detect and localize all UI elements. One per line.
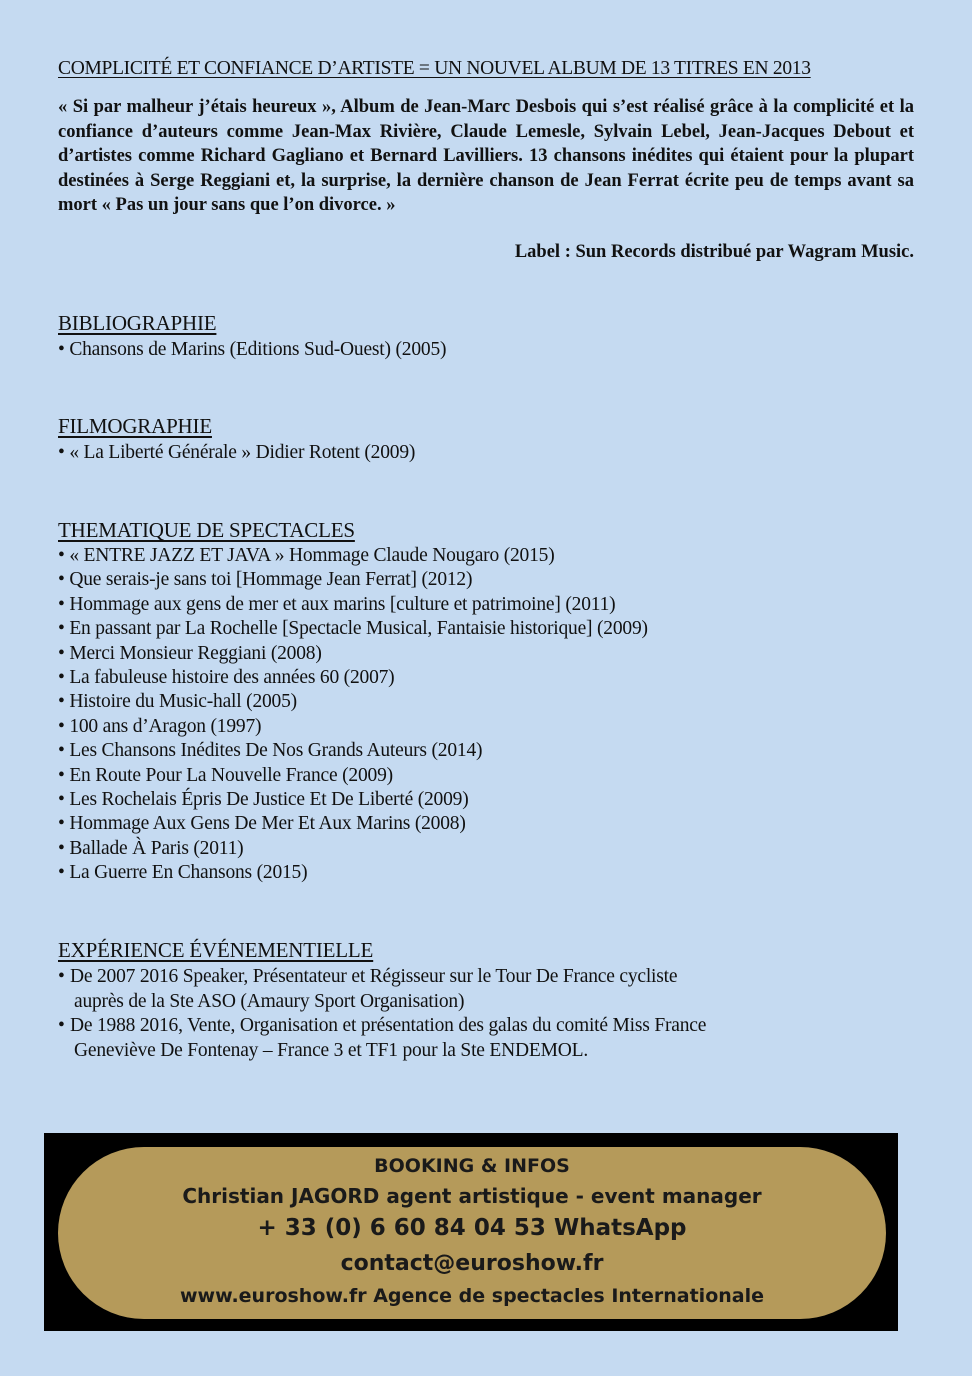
bibliographie-heading: BIBLIOGRAPHIE xyxy=(58,311,217,335)
filmographie-list xyxy=(58,441,415,465)
experience-list xyxy=(58,965,706,1063)
list-item: • En Route Pour La Nouvelle France (2009) xyxy=(58,764,648,788)
list-item: • La Guerre En Chansons (2015) xyxy=(58,861,648,885)
experience-line: • De 2007 2016 Speaker, Présentateur et Régisseur sur le Tour De France cycliste xyxy=(70,966,678,987)
booking-banner xyxy=(44,1133,898,1331)
booking-agent: Christian JAGORD agent artistique - event manager xyxy=(182,1184,762,1208)
booking-phone[interactable]: + 33 (0) 6 60 84 04 53 WhatsApp xyxy=(257,1215,687,1241)
list-item: • Les Chansons Inédites De Nos Grands Auteurs (2014) xyxy=(58,739,648,763)
bibliographie-list xyxy=(58,338,446,362)
list-item: • Histoire du Music-hall (2005) xyxy=(58,690,648,714)
list-item xyxy=(58,1014,706,1063)
list-item: • « La Liberté Générale » Didier Rotent (2009) xyxy=(58,441,415,465)
list-item: • Ballade À Paris (2011) xyxy=(58,837,648,861)
list-item: • Hommage aux gens de mer et aux marins [culture et patrimoine] (2011) xyxy=(58,593,648,617)
list-item: • Que serais-je sans toi [Hommage Jean Ferrat] (2012) xyxy=(58,568,648,592)
booking-pill xyxy=(58,1147,886,1319)
list-item: • 100 ans d’Aragon (1997) xyxy=(58,715,648,739)
experience-line: Geneviève De Fontenay – France 3 et TF1 pour la Ste ENDEMOL. xyxy=(74,1039,589,1061)
booking-website[interactable]: www.euroshow.fr Agence de spectacles Internationale xyxy=(180,1285,764,1307)
album-label-line: Label : Sun Records distribué par Wagram Music. xyxy=(514,242,914,262)
list-item: • La fabuleuse histoire des années 60 (2007) xyxy=(58,666,648,690)
experience-line: • De 1988 2016, Vente, Organisation et présentation des galas du comité Miss France xyxy=(70,1015,707,1036)
list-item: • En passant par La Rochelle [Spectacle Musical, Fantaisie historique] (2009) xyxy=(58,617,648,641)
booking-title: BOOKING & INFOS xyxy=(374,1155,570,1177)
filmographie-heading: FILMOGRAPHIE xyxy=(58,414,212,438)
list-item: • Hommage Aux Gens De Mer Et Aux Marins (2008) xyxy=(58,812,648,836)
thematique-list xyxy=(58,544,648,886)
list-item: • Merci Monsieur Reggiani (2008) xyxy=(58,642,648,666)
thematique-heading: THEMATIQUE DE SPECTACLES xyxy=(58,518,355,542)
booking-email[interactable]: contact@euroshow.fr xyxy=(340,1251,604,1276)
list-item: • Les Rochelais Épris De Justice Et De Liberté (2009) xyxy=(58,788,648,812)
experience-heading: EXPÉRIENCE ÉVÉNEMENTIELLE xyxy=(58,938,374,962)
list-item: • « ENTRE JAZZ ET JAVA » Hommage Claude Nougaro (2015) xyxy=(58,544,648,568)
experience-line: auprès de la Ste ASO (Amaury Sport Organisation) xyxy=(74,990,465,1012)
album-description: « Si par malheur j’étais heureux », Album de Jean-Marc Desbois qui s’est réalisé grâce à la complicité et la confiance d’auteurs comme Jean-Max Rivière, Claude Lemesle, Sylvain Lebel, Jean-Jacques Debout et d’artistes comme Richard Gagliano et Bernard Lavilliers. 13 chansons inédites qui étaient pour la plupart destinées à Serge Reggiani et, la surprise, la dernière chanson de Jean Ferrat écrite peu de temps avant sa mort « Pas un jour sans que l’on divorce. » xyxy=(58,97,914,216)
album-heading: COMPLICITÉ ET CONFIANCE D’ARTISTE = UN NOUVEL ALBUM DE 13 TITRES EN 2013 xyxy=(58,58,811,79)
list-item: • Chansons de Marins (Editions Sud-Ouest) (2005) xyxy=(58,338,446,362)
list-item xyxy=(58,965,706,1014)
